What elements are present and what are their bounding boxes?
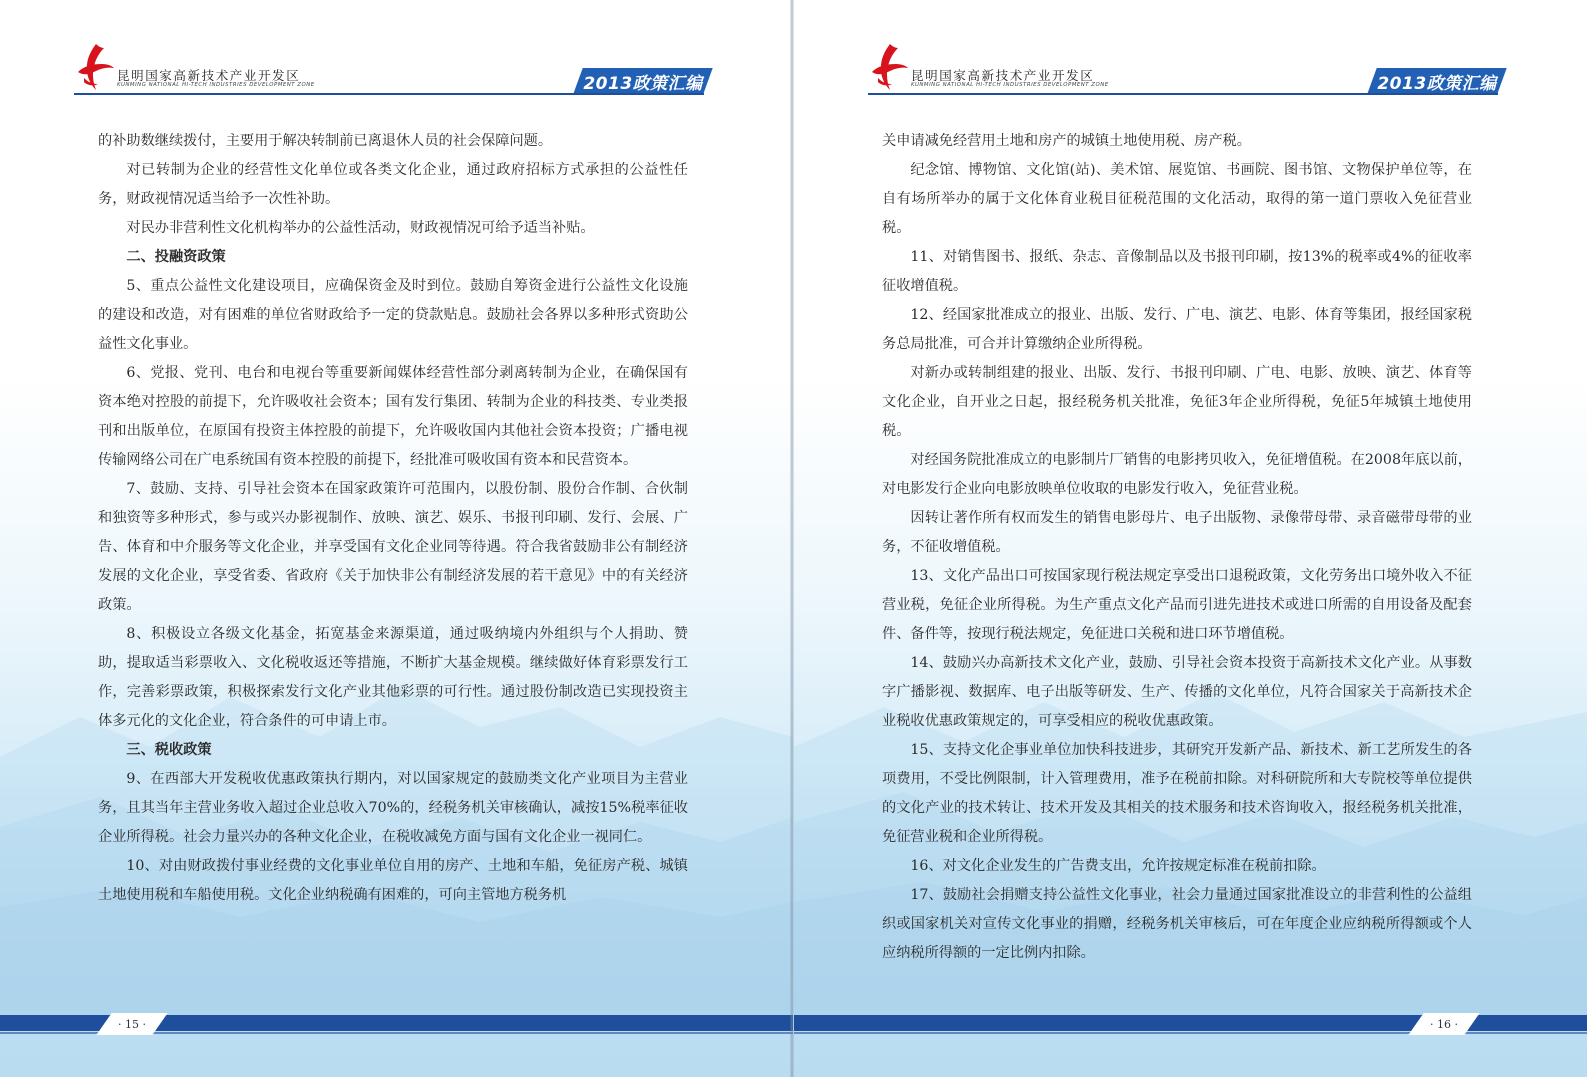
paragraph: 对已转制为企业的经营性文化单位或各类文化企业，通过政府招标方式承担的公益性任务，财政视情况适当给予一次性补助。 bbox=[98, 162, 688, 207]
paragraph: 对经国务院批准成立的电影制片厂销售的电影拷贝收入，免征增值税。在2008年底以前，对电影发行企业向电影放映单位收取的电影发行收入，免征营业税。 bbox=[882, 452, 1472, 497]
paragraph-continuation: 关申请减免经营用土地和房产的城镇土地使用税、房产税。 bbox=[882, 133, 1251, 149]
page-body bbox=[882, 127, 1472, 968]
kunming-hitech-logo-icon bbox=[74, 42, 114, 92]
section-heading: 三、税收政策 bbox=[126, 742, 212, 758]
paragraph: 12、经国家批准成立的报业、出版、发行、广电、演艺、电影、体育等集团，报经国家税务总局批准，可合并计算缴纳企业所得税。 bbox=[882, 307, 1472, 352]
paragraph-continuation: 的补助数继续拨付，主要用于解决转制前已离退休人员的社会保障问题。 bbox=[98, 133, 553, 149]
page-right bbox=[794, 0, 1587, 1077]
page-header bbox=[868, 40, 1510, 96]
kunming-hitech-logo-icon bbox=[868, 42, 908, 92]
paragraph: 17、鼓励社会捐赠支持公益性文化事业，社会力量通过国家批准设立的非营利性的公益组织或国家机关对宣传文化事业的捐赠，经税务机关审核后，可在年度企业应纳税所得额或个人应纳税所得额的一定比例内扣除。 bbox=[882, 887, 1472, 961]
paragraph: 14、鼓励兴办高新技术文化产业，鼓励、引导社会资本投资于高新技术文化产业。从事数字广播影视、数据库、电子出版等研发、生产、传播的文化单位，凡符合国家关于高新技术企业税收优惠政策规定的，可享受相应的税收优惠政策。 bbox=[882, 655, 1472, 729]
page-body bbox=[98, 127, 688, 910]
book-title-tag bbox=[1372, 68, 1502, 94]
page-number bbox=[1416, 1013, 1472, 1035]
page-number bbox=[104, 1013, 160, 1035]
section-heading: 二、投融资政策 bbox=[126, 249, 226, 265]
header-rule bbox=[868, 93, 1498, 95]
org-name-en: KUNMING NATIONAL HI-TECH INDUSTRIES DEVELOPMENT ZONE bbox=[117, 82, 315, 88]
header-rule bbox=[74, 93, 704, 95]
paragraph: 5、重点公益性文化建设项目，应确保资金及时到位。鼓励自筹资金进行公益性文化设施的建设和改造，对有困难的单位省财政给予一定的贷款贴息。鼓励社会各界以多种形式资助公益性文化事业。 bbox=[98, 278, 688, 352]
paragraph: 8、积极设立各级文化基金，拓宽基金来源渠道，通过吸纳境内外组织与个人捐助、赞助，提取适当彩票收入、文化税收返还等措施，不断扩大基金规模。继续做好体育彩票发行工作，完善彩票政策，积极探索发行文化产业其他彩票的可行性。通过股份制改造已实现投资主体多元化的文化企业，符合条件的可申请上市。 bbox=[98, 626, 688, 729]
paragraph: 11、对销售图书、报纸、杂志、音像制品以及书报刊印刷，按13%的税率或4%的征收率征收增值税。 bbox=[882, 249, 1472, 294]
page-header bbox=[74, 40, 716, 96]
org-name-cn: 昆明国家高新技术产业开发区 bbox=[911, 68, 1095, 83]
paragraph: 因转让著作所有权而发生的销售电影母片、电子出版物、录像带母带、录音磁带母带的业务，不征收增值税。 bbox=[882, 510, 1472, 555]
book-title-tag bbox=[578, 68, 708, 94]
paragraph: 7、鼓励、支持、引导社会资本在国家政策许可范围内，以股份制、股份合作制、合伙制和独资等多种形式，参与或兴办影视制作、放映、演艺、娱乐、书报刊印刷、发行、会展、广告、体育和中介服务等文化企业，并享受国有文化企业同等待遇。符合我省鼓励非公有制经济发展的文化企业，享受省委、省政府《关于加快非公有制经济发展的若干意见》中的有关经济政策。 bbox=[98, 481, 688, 613]
paragraph: 纪念馆、博物馆、文化馆(站)、美术馆、展览馆、书画院、图书馆、文物保护单位等，在自有场所举办的属于文化体育业税目征税范围的文化活动，取得的第一道门票收入免征营业税。 bbox=[882, 162, 1472, 236]
paragraph: 对新办或转制组建的报业、出版、发行、书报刊印刷、广电、电影、放映、演艺、体育等文化企业，自开业之日起，报经税务机关批准，免征3年企业所得税，免征5年城镇土地使用税。 bbox=[882, 365, 1472, 439]
paragraph: 10、对由财政拨付事业经费的文化事业单位自用的房产、土地和车船，免征房产税、城镇土地使用税和车船使用税。文化企业纳税确有困难的，可向主管地方税务机 bbox=[98, 858, 688, 903]
paragraph: 13、文化产品出口可按国家现行税法规定享受出口退税政策，文化劳务出口境外收入不征营业税，免征企业所得税。为生产重点文化产品而引进先进技术或进口所需的自用设备及配套件、备件等，按现行税法规定，免征进口关税和进口环节增值税。 bbox=[882, 568, 1472, 642]
book-title: 2013政策汇编 bbox=[1377, 73, 1497, 94]
paragraph: 15、支持文化企事业单位加快科技进步，其研究开发新产品、新技术、新工艺所发生的各项费用，不受比例限制，计入管理费用，准予在税前扣除。对科研院所和大专院校等单位提供的文化产业的技术转让、技术开发及其相关的技术服务和技术咨询收入，报经税务机关批准，免征营业税和企业所得税。 bbox=[882, 742, 1472, 845]
page-number-text: · 15 · bbox=[118, 1017, 146, 1031]
paragraph: 16、对文化企业发生的广告费支出，允许按规定标准在税前扣除。 bbox=[910, 858, 1326, 874]
org-name-en: KUNMING NATIONAL HI-TECH INDUSTRIES DEVELOPMENT ZONE bbox=[911, 82, 1109, 88]
org-name-cn: 昆明国家高新技术产业开发区 bbox=[117, 68, 301, 83]
paragraph: 对民办非营利性文化机构举办的公益性活动，财政视情况可给予适当补贴。 bbox=[126, 220, 595, 236]
book-title: 2013政策汇编 bbox=[583, 73, 703, 94]
book-gutter bbox=[790, 0, 794, 1077]
page-left bbox=[0, 0, 793, 1077]
page-number-text: · 16 · bbox=[1430, 1017, 1458, 1031]
paragraph: 6、党报、党刊、电台和电视台等重要新闻媒体经营性部分剥离转制为企业，在确保国有资本绝对控股的前提下，允许吸收社会资本；国有发行集团、转制为企业的科技类、专业类报刊和出版单位，在原国有投资主体控股的前提下，允许吸收国内其他社会资本投资；广播电视传输网络公司在广电系统国有资本控股的前提下，经批准可吸收国有资本和民营资本。 bbox=[98, 365, 688, 468]
paragraph: 9、在西部大开发税收优惠政策执行期内，对以国家规定的鼓励类文化产业项目为主营业务，且其当年主营业务收入超过企业总收入70%的，经税务机关审核确认，减按15%税率征收企业所得税。社会力量兴办的各种文化企业，在税收减免方面与国有文化企业一视同仁。 bbox=[98, 771, 688, 845]
